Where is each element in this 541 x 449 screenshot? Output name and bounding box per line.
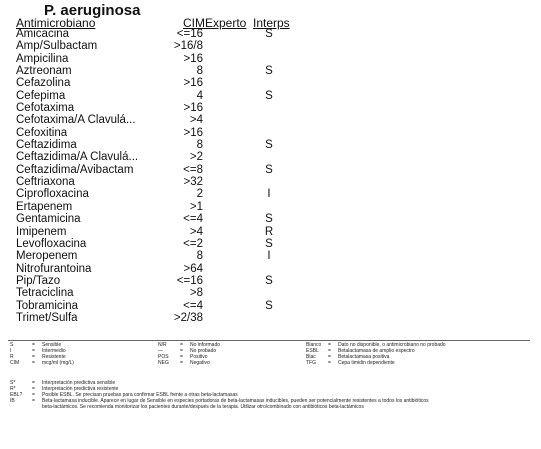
antimicrobial-name: Tobramicina bbox=[16, 299, 78, 312]
legend-code: Blac bbox=[306, 354, 316, 360]
antimicrobial-name: Aztreonam bbox=[16, 65, 72, 78]
table-row bbox=[0, 312, 541, 324]
legend-column-notes bbox=[306, 342, 446, 366]
legend-code: NEG bbox=[158, 360, 169, 366]
legend-code: POS bbox=[158, 354, 169, 360]
legend-text: Cepa timidin dependiente bbox=[338, 360, 395, 366]
mic-value: 8 bbox=[196, 250, 203, 263]
legend-item bbox=[306, 360, 446, 366]
interpretation-value: S bbox=[265, 163, 273, 176]
mic-value: >8 bbox=[189, 287, 203, 300]
legend-item bbox=[10, 404, 530, 410]
mic-value: >32 bbox=[183, 176, 203, 189]
mic-value: >1 bbox=[189, 200, 203, 213]
legend-code: S bbox=[10, 342, 14, 348]
legend-equals: = bbox=[180, 360, 183, 366]
mic-value: >16 bbox=[183, 52, 203, 65]
legend-text: Sensible bbox=[42, 342, 62, 348]
column-header-interp: Interps bbox=[253, 16, 290, 30]
legend-equals: = bbox=[32, 398, 35, 404]
column-header-mic: CIM bbox=[183, 16, 205, 30]
legend-equals: = bbox=[180, 348, 183, 354]
legend-notes-bottom bbox=[10, 380, 530, 410]
antimicrobial-name: Cefepima bbox=[16, 89, 66, 102]
table-row bbox=[0, 213, 541, 225]
table-row bbox=[0, 65, 541, 77]
mic-value: >16 bbox=[183, 126, 203, 139]
legend-text: No informado bbox=[190, 342, 221, 348]
antimicrobial-name: Cefazolina bbox=[16, 77, 71, 90]
mic-value: 2 bbox=[196, 188, 203, 201]
legend-divider bbox=[8, 340, 530, 341]
organism-title: P. aeruginosa bbox=[44, 2, 141, 19]
interpretation-value: S bbox=[265, 237, 273, 250]
table-row bbox=[0, 188, 541, 200]
legend-text: Beta-lactamasa inducible. Aparece en lugar de Sensible en especies portadoras de beta-lactamasas inducibles, pueden ser potencialmente resistentes a todos los antibióticos bbox=[42, 398, 429, 404]
interpretation-value: S bbox=[265, 299, 273, 312]
susceptibility-table bbox=[0, 28, 541, 324]
interpretation-value: S bbox=[265, 139, 273, 152]
mic-value: >16 bbox=[183, 102, 203, 115]
interpretation-value: S bbox=[265, 274, 273, 287]
legend-code: ESBL bbox=[306, 348, 319, 354]
legend-text: Posible ESBL. Se precisan pruebas para confirmar ESBL frente a otras beta-lactamasas bbox=[42, 392, 238, 398]
legend-text: Interpretación predictiva sensible bbox=[42, 380, 116, 386]
antimicrobial-name: Ampicilina bbox=[16, 52, 69, 65]
table-row bbox=[0, 40, 541, 52]
mic-value: <=4 bbox=[183, 299, 203, 312]
mic-value: 8 bbox=[196, 65, 203, 78]
legend-column-interpretation bbox=[10, 342, 74, 366]
legend-equals: = bbox=[32, 354, 35, 360]
table-row bbox=[0, 226, 541, 238]
antimicrobial-name: Cefoxitina bbox=[16, 126, 68, 139]
interpretation-value: S bbox=[265, 89, 273, 102]
table-row bbox=[0, 90, 541, 102]
mic-value: >4 bbox=[189, 114, 203, 127]
table-row bbox=[0, 77, 541, 89]
legend-text: Positivo bbox=[190, 354, 208, 360]
legend-text: Interpretación predictiva resistente bbox=[42, 386, 119, 392]
antimicrobial-name: Meropenem bbox=[16, 250, 78, 263]
legend-code: Blanco bbox=[306, 342, 322, 348]
mic-value: >2/38 bbox=[173, 311, 203, 324]
interpretation-value: R bbox=[264, 225, 274, 238]
mic-value: >2 bbox=[189, 151, 203, 164]
mic-value: 8 bbox=[196, 139, 203, 152]
antimicrobial-name: Imipenem bbox=[16, 225, 67, 238]
legend-equals: = bbox=[32, 348, 35, 354]
legend-equals: = bbox=[328, 342, 331, 348]
legend-text: beta-lactámicos. Se recomienda monitorizar los pacientes durante/después de la terapia. Utilizar otro/combinado con antibióticos beta-lactámicos bbox=[42, 404, 364, 410]
legend-text: mcg/ml (mg/L) bbox=[42, 360, 74, 366]
legend-code: — bbox=[158, 348, 163, 354]
interpretation-value: I bbox=[267, 250, 271, 263]
legend-text: Betalactamasa de amplio espectro bbox=[338, 348, 415, 354]
legend-code: R bbox=[10, 354, 14, 360]
table-row bbox=[0, 176, 541, 188]
table-row bbox=[0, 151, 541, 163]
antimicrobial-name: Ceftriaxona bbox=[16, 176, 75, 189]
legend-item bbox=[158, 360, 220, 366]
legend-equals: = bbox=[328, 360, 331, 366]
legend-code: S* bbox=[10, 380, 16, 386]
mic-value: <=16 bbox=[176, 28, 203, 40]
legend-column-status bbox=[158, 342, 220, 366]
table-row bbox=[0, 287, 541, 299]
antimicrobial-name: Ceftazidima/Avibactam bbox=[16, 163, 134, 176]
interpretation-value: I bbox=[267, 188, 271, 201]
antimicrobial-name: Amicacina bbox=[16, 28, 70, 40]
legend-text: Intermedio bbox=[42, 348, 66, 354]
legend-equals: = bbox=[32, 380, 35, 386]
interpretation-value: S bbox=[265, 28, 273, 40]
legend-code: CIM bbox=[10, 360, 20, 366]
mic-value: <=16 bbox=[176, 274, 203, 287]
mic-value: 4 bbox=[196, 89, 203, 102]
table-row bbox=[0, 201, 541, 213]
antimicrobial-name: Amp/Sulbactam bbox=[16, 40, 98, 53]
antimicrobial-name: Ceftazidima/A Clavulá... bbox=[16, 151, 139, 164]
mic-value: <=2 bbox=[183, 237, 203, 250]
legend-code: EBL? bbox=[10, 392, 23, 398]
mic-value: >4 bbox=[189, 225, 203, 238]
table-row bbox=[0, 250, 541, 262]
column-header-expert: Experto bbox=[205, 16, 247, 30]
legend-equals: = bbox=[180, 354, 183, 360]
interpretation-value: S bbox=[265, 213, 273, 226]
table-row bbox=[0, 164, 541, 176]
legend-equals: = bbox=[32, 342, 35, 348]
legend-text: Betalactamasa positiva bbox=[338, 354, 390, 360]
legend-text: Negativo bbox=[190, 360, 210, 366]
antimicrobial-name: Tetraciclina bbox=[16, 287, 74, 300]
legend-text: No probado bbox=[190, 348, 217, 354]
legend-item bbox=[10, 360, 74, 366]
mic-value: <=8 bbox=[183, 163, 203, 176]
antimicrobial-name: Cefotaxima/A Clavulá... bbox=[16, 114, 136, 127]
antimicrobial-name: Cefotaxima bbox=[16, 102, 75, 115]
table-row bbox=[0, 28, 541, 40]
legend-equals: = bbox=[32, 360, 35, 366]
table-row bbox=[0, 300, 541, 312]
table-row bbox=[0, 53, 541, 65]
legend-equals: = bbox=[32, 392, 35, 398]
antimicrobial-name: Nitrofurantoina bbox=[16, 262, 92, 275]
table-row bbox=[0, 127, 541, 139]
antimicrobial-name: Levofloxacina bbox=[16, 237, 87, 250]
antimicrobial-name: Gentamicina bbox=[16, 213, 81, 226]
legend-code: IB bbox=[10, 398, 15, 404]
table-row bbox=[0, 238, 541, 250]
legend-equals: = bbox=[32, 386, 35, 392]
legend-equals: = bbox=[180, 342, 183, 348]
mic-value: >16/8 bbox=[173, 40, 203, 53]
table-row bbox=[0, 263, 541, 275]
antimicrobial-name: Ertapenem bbox=[16, 200, 73, 213]
interpretation-value: S bbox=[265, 65, 273, 78]
antimicrobial-name: Trimet/Sulfa bbox=[16, 311, 78, 324]
legend-equals: = bbox=[328, 348, 331, 354]
legend-code: R* bbox=[10, 386, 16, 392]
legend-text: Resistente bbox=[42, 354, 66, 360]
table-row bbox=[0, 114, 541, 126]
antimicrobial-name: Ciprofloxacina bbox=[16, 188, 89, 201]
mic-value: >64 bbox=[183, 262, 203, 275]
legend-code: TFG bbox=[306, 360, 316, 366]
antimicrobial-name: Pip/Tazo bbox=[16, 274, 61, 287]
antimicrobial-name: Ceftazidima bbox=[16, 139, 77, 152]
legend-text: Dato no disponible, o antimicrobiano no probado bbox=[338, 342, 446, 348]
legend-equals: = bbox=[328, 354, 331, 360]
column-header-antimicrobial: Antimicrobiano bbox=[16, 16, 96, 30]
mic-value: >16 bbox=[183, 77, 203, 90]
table-row bbox=[0, 102, 541, 114]
legend-code: I bbox=[10, 348, 12, 354]
table-row bbox=[0, 275, 541, 287]
table-row bbox=[0, 139, 541, 151]
legend-code: N/R bbox=[158, 342, 167, 348]
mic-value: <=4 bbox=[183, 213, 203, 226]
